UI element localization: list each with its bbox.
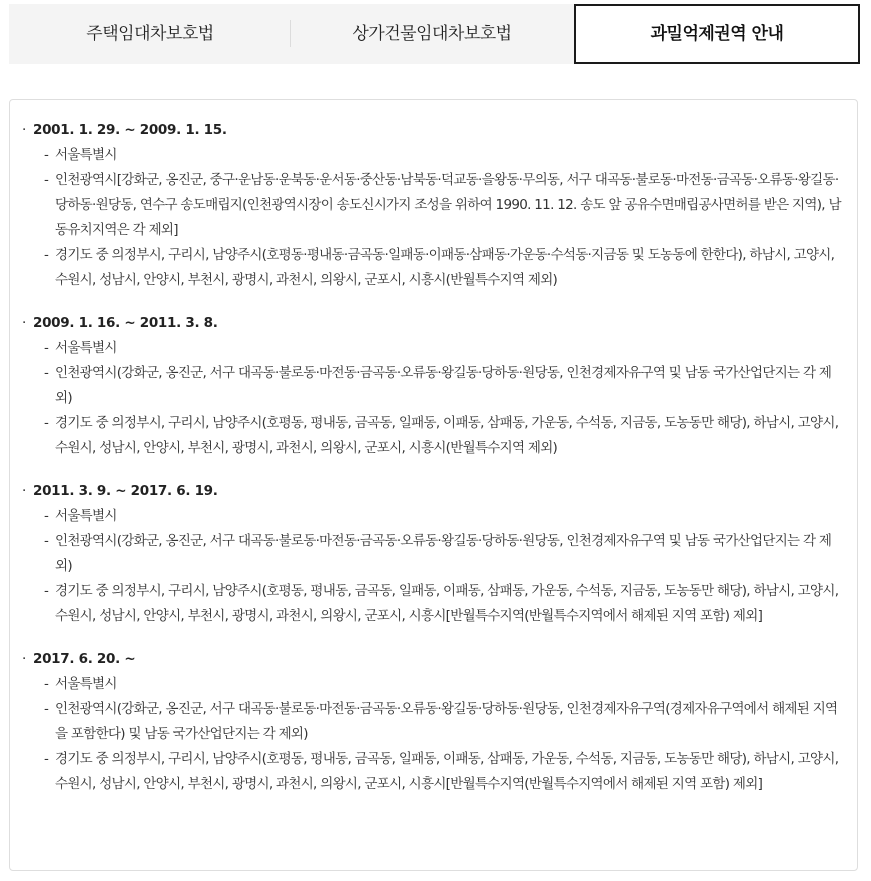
region-item	[22, 697, 842, 747]
region-item	[22, 579, 842, 629]
period-section	[22, 118, 842, 293]
bullet-dot: ·	[22, 122, 26, 138]
period-section	[22, 479, 842, 629]
period-dates: 2001. 1. 29. ~ 2009. 1. 15.	[33, 122, 227, 138]
region-item	[22, 243, 842, 293]
region-item	[22, 361, 842, 411]
dash-marker: -	[44, 533, 49, 549]
region-item	[22, 529, 842, 579]
region-text: 서울특별시	[55, 676, 117, 692]
region-item	[22, 411, 842, 461]
region-text: 경기도 중 의정부시, 구리시, 남양주시(호평동·평내동·금곡동·일패동·이패동·삼패동·가운동·수석동·지금동 및 도농동에 한한다), 하남시, 고양시, 수원시, 성남시, 안양시, 부천시, 광명시, 과천시, 의왕시, 군포시, 시흥시(반월특수지역 제외)	[55, 247, 835, 288]
period-dates: 2009. 1. 16. ~ 2011. 3. 8.	[33, 315, 218, 331]
region-item	[22, 143, 842, 168]
region-item	[22, 504, 842, 529]
period-title	[22, 647, 842, 672]
period-dates: 2017. 6. 20. ~	[33, 651, 136, 667]
period-title	[22, 311, 842, 336]
bullet-dot: ·	[22, 651, 26, 667]
region-text: 경기도 중 의정부시, 구리시, 남양주시(호평동, 평내동, 금곡동, 일패동, 이패동, 삼패동, 가운동, 수석동, 지금동, 도농동만 해당), 하남시, 고양시, 수원시, 성남시, 안양시, 부천시, 광명시, 과천시, 의왕시, 군포시, 시흥시[반월특수지역(반월특수지역에서 해제된 지역 포함) 제외]	[55, 583, 839, 624]
bullet-dot: ·	[22, 315, 26, 331]
region-text: 서울특별시	[55, 340, 117, 356]
dash-marker: -	[44, 172, 49, 188]
period-section	[22, 647, 842, 797]
period-section	[22, 311, 842, 461]
region-text: 서울특별시	[55, 508, 117, 524]
dash-marker: -	[44, 751, 49, 767]
dash-marker: -	[44, 415, 49, 431]
dash-marker: -	[44, 583, 49, 599]
period-title	[22, 118, 842, 143]
tab-overcrowding-zone-guide[interactable]: 과밀억제권역 안내	[574, 4, 860, 64]
region-text: 서울특별시	[55, 147, 117, 163]
region-text: 인천광역시[강화군, 옹진군, 중구·운남동·운북동·운서동·중산동·남북동·덕교동·을왕동·무의동, 서구 대곡동·불로동·마전동·금곡동·오류동·왕길동·당하동·원당동, 연수구 송도매립지(인천광역시장이 송도신시가지 조성을 위하여 1990. 11. 12. 송도 앞 공유수면매립공사면허를 받은 지역), 남동유치지역은 각 제외]	[55, 172, 841, 238]
region-text: 경기도 중 의정부시, 구리시, 남양주시(호평동, 평내동, 금곡동, 일패동, 이패동, 삼패동, 가운동, 수석동, 지금동, 도농동만 해당), 하남시, 고양시, 수원시, 성남시, 안양시, 부천시, 광명시, 과천시, 의왕시, 군포시, 시흥시(반월특수지역 제외)	[55, 415, 839, 456]
dash-marker: -	[44, 147, 49, 163]
region-item	[22, 672, 842, 697]
tab-bar	[9, 4, 860, 64]
dash-marker: -	[44, 247, 49, 263]
dash-marker: -	[44, 508, 49, 524]
region-item	[22, 336, 842, 361]
region-text: 인천광역시(강화군, 옹진군, 서구 대곡동·불로동·마전동·금곡동·오류동·왕길동·당하동·원당동, 인천경제자유구역(경제자유구역에서 해제된 지역을 포함한다) 및 남동 국가산업단지는 각 제외)	[55, 701, 838, 742]
region-item	[22, 747, 842, 797]
period-dates: 2011. 3. 9. ~ 2017. 6. 19.	[33, 483, 218, 499]
region-text: 경기도 중 의정부시, 구리시, 남양주시(호평동, 평내동, 금곡동, 일패동, 이패동, 삼패동, 가운동, 수석동, 지금동, 도농동만 해당), 하남시, 고양시, 수원시, 성남시, 안양시, 부천시, 광명시, 과천시, 의왕시, 군포시, 시흥시[반월특수지역(반월특수지역에서 해제된 지역 포함) 제외]	[55, 751, 839, 792]
region-text: 인천광역시(강화군, 옹진군, 서구 대곡동·불로동·마전동·금곡동·오류동·왕길동·당하동·원당동, 인천경제자유구역 및 남동 국가산업단지는 각 제외)	[55, 365, 832, 406]
period-list	[22, 118, 842, 815]
dash-marker: -	[44, 676, 49, 692]
period-title	[22, 479, 842, 504]
dash-marker: -	[44, 365, 49, 381]
dash-marker: -	[44, 340, 49, 356]
tab-commercial-lease-act[interactable]: 상가건물임대차보호법	[352, 24, 512, 44]
bullet-dot: ·	[22, 483, 26, 499]
dash-marker: -	[44, 701, 49, 717]
region-item	[22, 168, 842, 243]
region-text: 인천광역시(강화군, 옹진군, 서구 대곡동·불로동·마전동·금곡동·오류동·왕길동·당하동·원당동, 인천경제자유구역 및 남동 국가산업단지는 각 제외)	[55, 533, 832, 574]
tab-housing-lease-act[interactable]: 주택임대차보호법	[86, 24, 214, 44]
